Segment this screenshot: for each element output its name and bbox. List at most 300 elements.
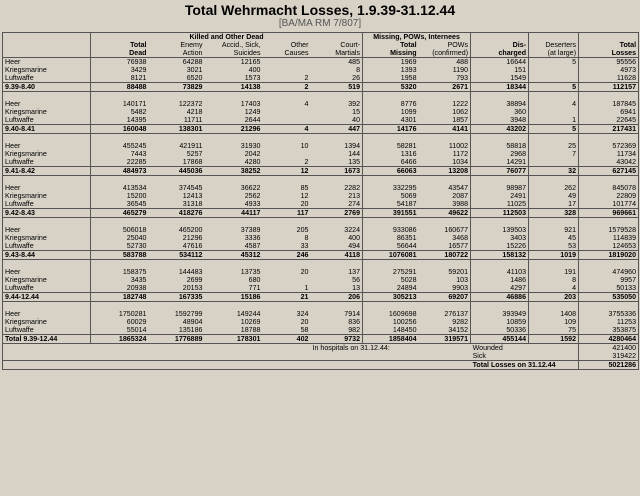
cell-5: 148450 bbox=[363, 326, 419, 335]
cell-3: 85 bbox=[300, 184, 309, 192]
cell-6: 59201 bbox=[448, 268, 469, 276]
cell-0: 22285 bbox=[91, 158, 149, 167]
cell-7: 15226 bbox=[471, 242, 529, 251]
subtotal-row bbox=[3, 125, 639, 134]
cell-6: 9282 bbox=[452, 318, 469, 326]
cell-6: 43547 bbox=[448, 184, 469, 192]
cell-8: 1408 bbox=[529, 310, 579, 318]
table-row bbox=[3, 310, 639, 318]
cell-9: 22645 bbox=[579, 116, 639, 125]
cell-6: 49622 bbox=[448, 209, 469, 217]
cell-4: 447 bbox=[348, 125, 361, 133]
total-losses-value: 5021286 bbox=[579, 361, 639, 370]
cell-9: 4280464 bbox=[579, 335, 639, 344]
cell-5: 1969 bbox=[363, 58, 419, 67]
cell-0: 160048 bbox=[91, 125, 149, 134]
cell-0: 8121 bbox=[91, 74, 149, 83]
row-label: Kriegsmarine bbox=[5, 150, 47, 158]
table-row bbox=[3, 276, 639, 284]
cell-5: 1099 bbox=[363, 108, 419, 116]
cell-8: 191 bbox=[529, 268, 579, 276]
table-row bbox=[3, 318, 639, 326]
cell-8: 5 bbox=[529, 125, 579, 134]
cell-0: 36545 bbox=[91, 200, 149, 209]
table-row bbox=[3, 150, 639, 158]
row-label: Luftwaffe bbox=[5, 242, 34, 250]
cell-5: 56644 bbox=[363, 242, 419, 251]
cell-5: 305213 bbox=[363, 293, 419, 302]
cell-1: 445036 bbox=[178, 167, 203, 175]
column-header: Total Dead bbox=[91, 41, 149, 58]
cell-3: 21 bbox=[300, 293, 309, 301]
cell-6: 2087 bbox=[452, 192, 469, 200]
cell-4: 135 bbox=[348, 158, 361, 166]
cell-0: 583788 bbox=[91, 251, 149, 260]
subtotal-row bbox=[3, 335, 639, 344]
cell-8: 75 bbox=[529, 326, 579, 335]
cell-3: 2 bbox=[304, 83, 309, 91]
cell-3: 20 bbox=[300, 200, 309, 208]
cell-5: 1609698 bbox=[363, 310, 419, 318]
cell-1: 421911 bbox=[179, 142, 203, 150]
column-header-row bbox=[3, 41, 639, 58]
table-row bbox=[3, 74, 639, 83]
cell-7: 3948 bbox=[471, 116, 529, 125]
cell-2: 12165 bbox=[240, 58, 261, 66]
cell-9: 535050 bbox=[579, 293, 639, 302]
cell-8: 1592 bbox=[529, 335, 579, 344]
table-row bbox=[3, 226, 639, 234]
cell-8: 109 bbox=[529, 318, 579, 326]
cell-0: 14395 bbox=[91, 116, 149, 125]
cell-1: 20153 bbox=[182, 284, 203, 292]
cell-8: 5 bbox=[529, 83, 579, 92]
cell-7: 58818 bbox=[471, 142, 529, 150]
cell-4: 144 bbox=[348, 150, 361, 158]
cell-2: 1573 bbox=[244, 74, 261, 82]
cell-8: 1 bbox=[529, 116, 579, 125]
cell-8: 203 bbox=[529, 293, 579, 302]
cell-3: 12 bbox=[300, 192, 309, 200]
column-header: Court- Martials bbox=[335, 41, 361, 57]
cell-8: 4 bbox=[529, 284, 579, 293]
cell-8 bbox=[529, 108, 579, 116]
cell-1: 6520 bbox=[186, 74, 203, 82]
cell-1: 4218 bbox=[186, 108, 203, 116]
cell-4: 15 bbox=[352, 108, 361, 116]
cell-8: 25 bbox=[529, 142, 579, 150]
cell-0: 3429 bbox=[91, 66, 149, 74]
cell-6: 2671 bbox=[452, 83, 469, 91]
cell-5: 5069 bbox=[363, 192, 419, 200]
cell-1: 11711 bbox=[183, 116, 203, 124]
cell-2: 21296 bbox=[240, 125, 261, 133]
losses-table bbox=[2, 32, 639, 370]
cell-2: 37389 bbox=[240, 226, 261, 234]
cell-5: 8776 bbox=[363, 100, 419, 108]
cell-5: 54187 bbox=[363, 200, 419, 209]
subtotal-row bbox=[3, 209, 639, 218]
page-title: Total Wehrmacht Losses, 1.9.39-31.12.44 bbox=[184, 2, 456, 18]
cell-7: 41103 bbox=[471, 268, 529, 276]
cell-8: 17 bbox=[529, 200, 579, 209]
column-header: POWs (confirmed) bbox=[432, 41, 469, 57]
cell-4: 9732 bbox=[344, 335, 361, 343]
footer-total-row bbox=[3, 361, 639, 370]
cell-4: 8 bbox=[356, 66, 361, 74]
cell-5: 1316 bbox=[363, 150, 419, 158]
cell-9: 11734 bbox=[579, 150, 639, 158]
cell-0: 182748 bbox=[91, 293, 149, 302]
cell-6: 4141 bbox=[452, 125, 469, 133]
cell-1: 122372 bbox=[178, 100, 203, 108]
cell-9: 353875 bbox=[579, 326, 639, 335]
cell-0: 158375 bbox=[91, 268, 149, 276]
cell-2: 14138 bbox=[240, 83, 261, 91]
cell-8: 32 bbox=[529, 167, 579, 176]
column-header: Accid., Sick, Suicides bbox=[221, 41, 261, 57]
cell-1: 144483 bbox=[178, 268, 203, 276]
cell-8: 8 bbox=[529, 276, 579, 284]
cell-8: 4 bbox=[529, 100, 579, 108]
spacer-row bbox=[3, 176, 639, 185]
cell-8: 7 bbox=[529, 150, 579, 158]
cell-0: 60029 bbox=[91, 318, 149, 326]
cell-1: 48904 bbox=[182, 318, 203, 326]
cell-4: 213 bbox=[348, 192, 361, 200]
cell-5: 1858404 bbox=[363, 335, 419, 344]
cell-5: 275291 bbox=[363, 268, 419, 276]
cell-4: 3224 bbox=[344, 226, 361, 234]
row-label: 9.44-12.44 bbox=[5, 293, 39, 301]
cell-9: 101774 bbox=[579, 200, 639, 209]
cell-6: 793 bbox=[456, 74, 469, 82]
cell-7: 1549 bbox=[471, 74, 529, 83]
spacer-row bbox=[3, 92, 639, 101]
table-row bbox=[3, 184, 639, 192]
table-body bbox=[3, 58, 639, 344]
cell-9: 474960 bbox=[579, 268, 639, 276]
cell-0: 465279 bbox=[91, 209, 149, 218]
cell-2: 2644 bbox=[244, 116, 261, 124]
cell-5: 1076081 bbox=[363, 251, 419, 260]
cell-2: 1249 bbox=[244, 108, 261, 116]
cell-9: 11253 bbox=[579, 318, 639, 326]
cell-0: 15200 bbox=[91, 192, 149, 200]
total-losses-label: Total Losses on 31.12.44 bbox=[472, 361, 556, 369]
cell-4: 982 bbox=[348, 326, 361, 334]
cell-8: 53 bbox=[529, 242, 579, 251]
cell-5: 391551 bbox=[363, 209, 419, 218]
cell-8 bbox=[529, 158, 579, 167]
cell-7: 10859 bbox=[471, 318, 529, 326]
table-row bbox=[3, 284, 639, 293]
cell-3: 10 bbox=[300, 142, 309, 150]
cell-3 bbox=[263, 150, 311, 158]
cell-0: 52730 bbox=[91, 242, 149, 251]
cell-5: 933086 bbox=[363, 226, 419, 234]
column-header: Enemy Action bbox=[180, 41, 203, 57]
cell-1: 167335 bbox=[178, 293, 203, 301]
cell-8 bbox=[529, 74, 579, 83]
cell-6: 319571 bbox=[444, 335, 469, 343]
cell-1: 17868 bbox=[182, 158, 203, 166]
subtotal-row bbox=[3, 83, 639, 92]
cell-1: 418276 bbox=[178, 209, 203, 217]
cell-6: 3988 bbox=[452, 200, 469, 208]
cell-7: 76077 bbox=[471, 167, 529, 176]
row-label: Kriegsmarine bbox=[5, 276, 47, 284]
cell-5: 5028 bbox=[363, 276, 419, 284]
row-label: Kriegsmarine bbox=[5, 108, 47, 116]
cell-9: 9957 bbox=[579, 276, 639, 284]
cell-7: 98987 bbox=[471, 184, 529, 192]
cell-3: 58 bbox=[300, 326, 309, 334]
cell-1: 1776889 bbox=[174, 335, 203, 343]
cell-1: 534112 bbox=[179, 251, 203, 259]
cell-3 bbox=[263, 66, 311, 74]
cell-3: 2 bbox=[304, 74, 309, 82]
cell-0: 455245 bbox=[91, 142, 149, 150]
cell-9: 11628 bbox=[579, 74, 639, 83]
cell-8: 1019 bbox=[529, 251, 579, 260]
cell-7: 139503 bbox=[471, 226, 529, 234]
cell-5: 5320 bbox=[363, 83, 419, 92]
cell-7: 2968 bbox=[471, 150, 529, 158]
cell-5: 66063 bbox=[363, 167, 419, 176]
cell-7: 43202 bbox=[471, 125, 529, 134]
cell-2: 36622 bbox=[240, 184, 261, 192]
cell-3 bbox=[263, 276, 311, 284]
header bbox=[0, 0, 640, 32]
cell-0: 3435 bbox=[91, 276, 149, 284]
cell-0: 140171 bbox=[91, 100, 149, 108]
cell-0: 484973 bbox=[91, 167, 149, 176]
cell-8: 921 bbox=[529, 226, 579, 234]
cell-1: 31318 bbox=[182, 200, 203, 208]
group-missing-header: Missing, POWs, Internees bbox=[363, 33, 471, 42]
cell-3: 4 bbox=[304, 125, 309, 133]
cell-4: 56 bbox=[352, 276, 361, 284]
column-header: Total Losses bbox=[579, 41, 639, 58]
cell-4: 1394 bbox=[344, 142, 361, 150]
cell-6: 1034 bbox=[452, 158, 469, 166]
row-label: Luftwaffe bbox=[5, 326, 34, 334]
cell-1: 138301 bbox=[178, 125, 203, 133]
cell-9: 1819020 bbox=[579, 251, 639, 260]
spacer-row bbox=[3, 260, 639, 269]
cell-2: 13735 bbox=[240, 268, 261, 276]
cell-7: 50336 bbox=[471, 326, 529, 335]
cell-7: 3403 bbox=[471, 234, 529, 242]
cell-9: 22809 bbox=[579, 192, 639, 200]
cell-7: 393949 bbox=[471, 310, 529, 318]
cell-7: 151 bbox=[471, 66, 529, 74]
cell-6: 16577 bbox=[448, 242, 469, 250]
column-header: Total Missing bbox=[363, 41, 419, 58]
table-row bbox=[3, 142, 639, 150]
cell-6: 1857 bbox=[452, 116, 469, 124]
cell-2: 44117 bbox=[241, 209, 261, 217]
cell-7: 360 bbox=[471, 108, 529, 116]
row-label: 9.42-8.43 bbox=[5, 209, 35, 217]
row-label: Heer bbox=[5, 58, 21, 66]
cell-4: 519 bbox=[348, 83, 361, 91]
cell-8 bbox=[529, 66, 579, 74]
cell-4: 274 bbox=[348, 200, 361, 208]
cell-7: 11025 bbox=[471, 200, 529, 209]
cell-9: 124653 bbox=[579, 242, 639, 251]
sick-label: Sick bbox=[472, 352, 486, 360]
row-label: Luftwaffe bbox=[5, 116, 34, 124]
spacer-row bbox=[3, 218, 639, 227]
footer-wounded-row bbox=[3, 344, 639, 353]
cell-3: 33 bbox=[300, 242, 309, 250]
cell-4: 206 bbox=[348, 293, 361, 301]
cell-5: 6466 bbox=[363, 158, 419, 167]
cell-8: 45 bbox=[529, 234, 579, 242]
row-label: 9.40-8.41 bbox=[5, 125, 35, 133]
cell-2: 2042 bbox=[244, 150, 261, 158]
row-label: Heer bbox=[5, 226, 21, 234]
table-row bbox=[3, 242, 639, 251]
cell-0: 7443 bbox=[91, 150, 149, 158]
cell-4: 4118 bbox=[344, 251, 361, 259]
cell-3: 324 bbox=[296, 310, 309, 318]
cell-9: 969661 bbox=[579, 209, 639, 218]
table-row bbox=[3, 192, 639, 200]
cell-5: 58281 bbox=[363, 142, 419, 150]
cell-9: 50133 bbox=[579, 284, 639, 293]
cell-0: 1865324 bbox=[91, 335, 149, 344]
cell-6: 11002 bbox=[448, 142, 469, 150]
cell-7: 18344 bbox=[471, 83, 529, 92]
cell-6: 180722 bbox=[444, 251, 469, 259]
row-label: Heer bbox=[5, 268, 21, 276]
cell-2: 3336 bbox=[244, 234, 261, 242]
cell-2: 149244 bbox=[236, 310, 261, 318]
cell-1: 465200 bbox=[178, 226, 203, 234]
column-header: Other Causes bbox=[284, 41, 309, 57]
cell-1: 5257 bbox=[186, 150, 203, 158]
cell-3: 402 bbox=[296, 335, 309, 343]
cell-9: 1579528 bbox=[579, 226, 639, 234]
cell-4: 392 bbox=[348, 100, 361, 108]
cell-1: 12413 bbox=[182, 192, 203, 200]
cell-9: 627145 bbox=[579, 167, 639, 176]
cell-2: 38252 bbox=[240, 167, 261, 175]
cell-7: 46886 bbox=[471, 293, 529, 302]
cell-0: 55014 bbox=[91, 326, 149, 335]
row-label: Luftwaffe bbox=[5, 200, 34, 208]
cell-2: 15186 bbox=[240, 293, 261, 301]
cell-3 bbox=[263, 58, 311, 67]
cell-5: 332295 bbox=[363, 184, 419, 192]
subtotal-row bbox=[3, 293, 639, 302]
group-header-row bbox=[3, 33, 639, 42]
cell-0: 20938 bbox=[91, 284, 149, 293]
cell-6: 69207 bbox=[448, 293, 469, 301]
cell-6: 160677 bbox=[444, 226, 469, 234]
table-row bbox=[3, 200, 639, 209]
cell-9: 217431 bbox=[579, 125, 639, 134]
table-row bbox=[3, 268, 639, 276]
cell-5: 86351 bbox=[363, 234, 419, 242]
row-label: Kriegsmarine bbox=[5, 192, 47, 200]
row-label: Heer bbox=[5, 184, 21, 192]
cell-7: 1486 bbox=[471, 276, 529, 284]
table-row bbox=[3, 66, 639, 74]
cell-3: 12 bbox=[300, 167, 309, 175]
cell-4: 1673 bbox=[344, 167, 361, 175]
row-label: Kriegsmarine bbox=[5, 66, 47, 74]
cell-4: 400 bbox=[348, 234, 361, 242]
cell-7: 14291 bbox=[471, 158, 529, 167]
cell-5: 1958 bbox=[363, 74, 419, 83]
cell-3: 4 bbox=[304, 100, 309, 108]
row-label: Heer bbox=[5, 310, 21, 318]
cell-9: 112157 bbox=[579, 83, 639, 92]
cell-8: 5 bbox=[529, 58, 579, 67]
cell-1: 374545 bbox=[178, 184, 203, 192]
cell-3: 205 bbox=[296, 226, 309, 234]
cell-6: 1190 bbox=[452, 66, 469, 74]
cell-8: 49 bbox=[529, 192, 579, 200]
cell-4: 2282 bbox=[344, 184, 361, 192]
cell-1: 64288 bbox=[182, 58, 203, 66]
cell-6: 488 bbox=[456, 58, 469, 66]
cell-0: 76938 bbox=[91, 58, 149, 67]
column-header: Deserters (at large) bbox=[529, 41, 579, 58]
cell-4: 836 bbox=[348, 318, 361, 326]
wounded-label: Wounded bbox=[472, 344, 503, 352]
row-label: Total 9.39-12.44 bbox=[5, 335, 58, 343]
cell-2: 4280 bbox=[244, 158, 261, 166]
cell-2: 18788 bbox=[240, 326, 261, 334]
cell-9: 845078 bbox=[579, 184, 639, 192]
cell-2: 17403 bbox=[240, 100, 261, 108]
row-label: Luftwaffe bbox=[5, 74, 34, 82]
cell-1: 3021 bbox=[186, 66, 203, 74]
group-killed-header: Killed and Other Dead bbox=[91, 33, 363, 42]
cell-3: 20 bbox=[300, 318, 309, 326]
wounded-value: 421400 bbox=[579, 344, 639, 353]
cell-3 bbox=[263, 108, 311, 116]
cell-9: 43042 bbox=[579, 158, 639, 167]
cell-2: 45312 bbox=[240, 251, 261, 259]
cell-7: 16644 bbox=[471, 58, 529, 67]
cell-6: 1172 bbox=[452, 150, 469, 158]
cell-2: 400 bbox=[248, 66, 261, 74]
cell-0: 25040 bbox=[91, 234, 149, 242]
cell-2: 31930 bbox=[240, 142, 261, 150]
cell-1: 21296 bbox=[182, 234, 203, 242]
cell-1: 1592799 bbox=[174, 310, 203, 318]
cell-4: 26 bbox=[352, 74, 361, 82]
cell-2: 680 bbox=[248, 276, 261, 284]
cell-6: 9903 bbox=[452, 284, 469, 292]
cell-5: 24894 bbox=[363, 284, 419, 293]
cell-4: 485 bbox=[348, 58, 361, 66]
row-label: 9.39-8.40 bbox=[5, 83, 35, 91]
cell-2: 4587 bbox=[244, 242, 261, 250]
row-label: 9.43-8.44 bbox=[5, 251, 35, 259]
cell-4: 7914 bbox=[344, 310, 361, 318]
subtotal-row bbox=[3, 167, 639, 176]
table-row bbox=[3, 100, 639, 108]
cell-7: 2491 bbox=[471, 192, 529, 200]
cell-5: 100256 bbox=[363, 318, 419, 326]
